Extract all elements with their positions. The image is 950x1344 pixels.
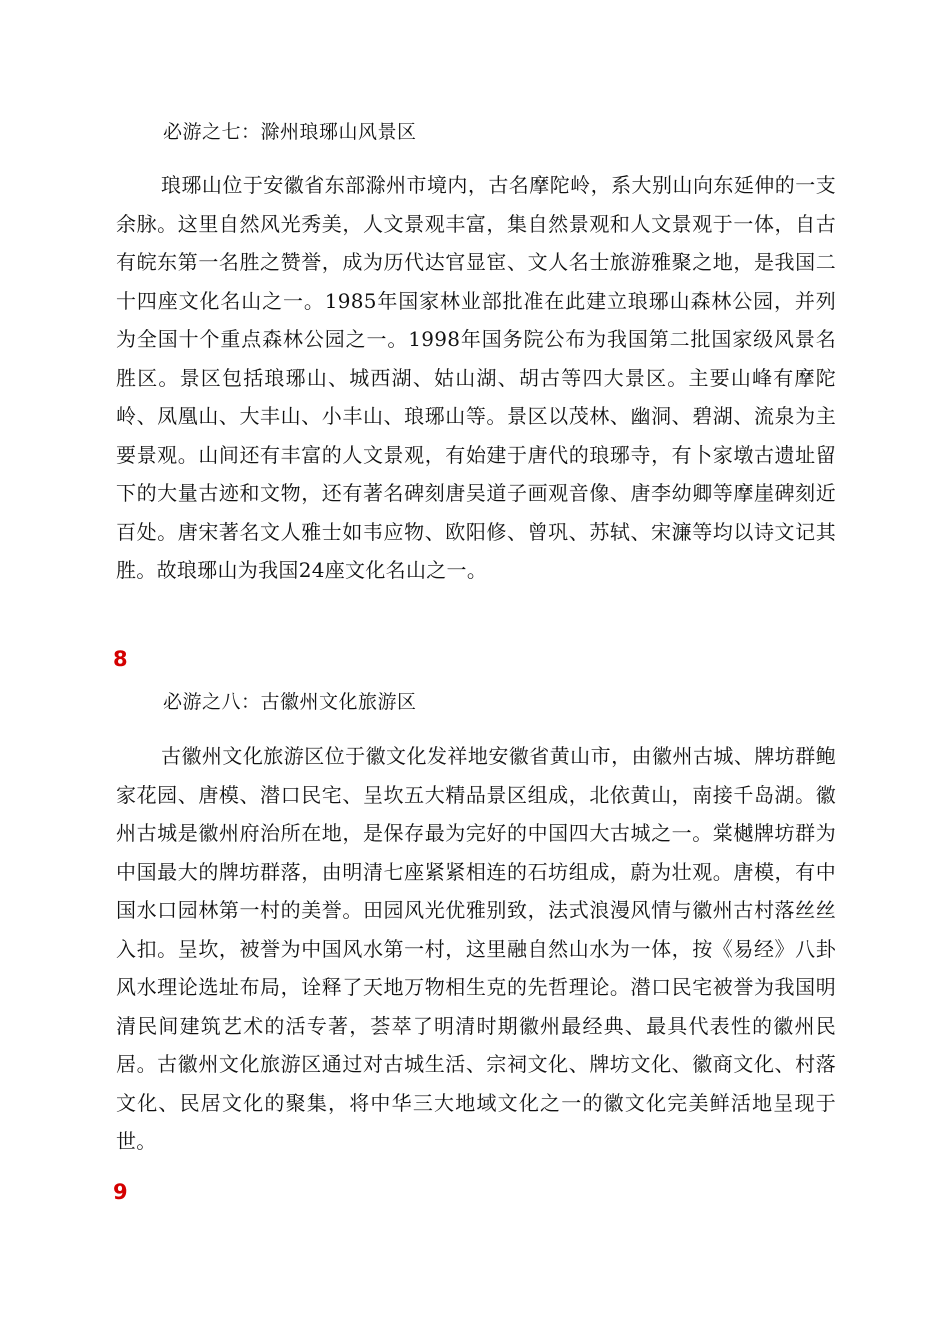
section-number-8: 8 <box>113 647 128 671</box>
section-8-heading: 必游之八：古徽州文化旅游区 <box>163 691 417 713</box>
section-7-heading: 必游之七：滁州琅琊山风景区 <box>163 121 417 143</box>
section-7-paragraph: 琅琊山位于安徽省东部滁州市境内，古名摩陀岭，系大别山向东延伸的一支余脉。这里自然风光秀美，人文景观丰富，集自然景观和人文景观于一体，自古有皖东第一名胜之赞誉，成为历代达官显宦、文人名士旅游雅聚之地，是我国二十四座文化名山之一。1985年国家林业部批准在此建立琅琊山森林公园，并列为全国十个重点森林公园之一。1998年国务院公布为我国第二批国家级风景名胜区。景区包括琅琊山、城西湖、姑山湖、胡古等四大景区。主要山峰有摩陀岭、凤凰山、大丰山、小丰山、琅琊山等。景区以茂林、幽洞、碧湖、流泉为主要景观。山间还有丰富的人文景观，有始建于唐代的琅琊寺，有卜家墩古遗址留下的大量古迹和文物，还有著名碑刻唐吴道子画观音像、唐李幼卿等摩崖碑刻近百处。唐宋著名文人雅士如韦应物、欧阳修、曾巩、苏轼、宋濂等均以诗文记其胜。故琅琊山为我国24座文化名山之一。 <box>116 173 836 582</box>
section-number-9: 9 <box>113 1180 128 1204</box>
section-8-paragraph: 古徽州文化旅游区位于徽文化发祥地安徽省黄山市，由徽州古城、牌坊群鲍家花园、唐模、潜口民宅、呈坎五大精品景区组成，北依黄山，南接千岛湖。徽州古城是徽州府治所在地，是保存最为完好的中国四大古城之一。棠樾牌坊群为中国最大的牌坊群落，由明清七座紧紧相连的石坊组成，蔚为壮观。唐模，有中国水口园林第一村的美誉。田园风光优雅别致，法式浪漫风情与徽州古村落丝丝入扣。呈坎，被誉为中国风水第一村，这里融自然山水为一体，按《易经》八卦风水理论选址布局，诠释了天地万物相生克的先哲理论。潜口民宅被誉为我国明清民间建筑艺术的活专著，荟萃了明清时期徽州最经典、最具代表性的徽州民居。古徽州文化旅游区通过对古城生活、宗祠文化、牌坊文化、徽商文化、村落文化、民居文化的聚集，将中华三大地域文化之一的徽文化完美鲜活地呈现于世。 <box>116 744 836 1153</box>
